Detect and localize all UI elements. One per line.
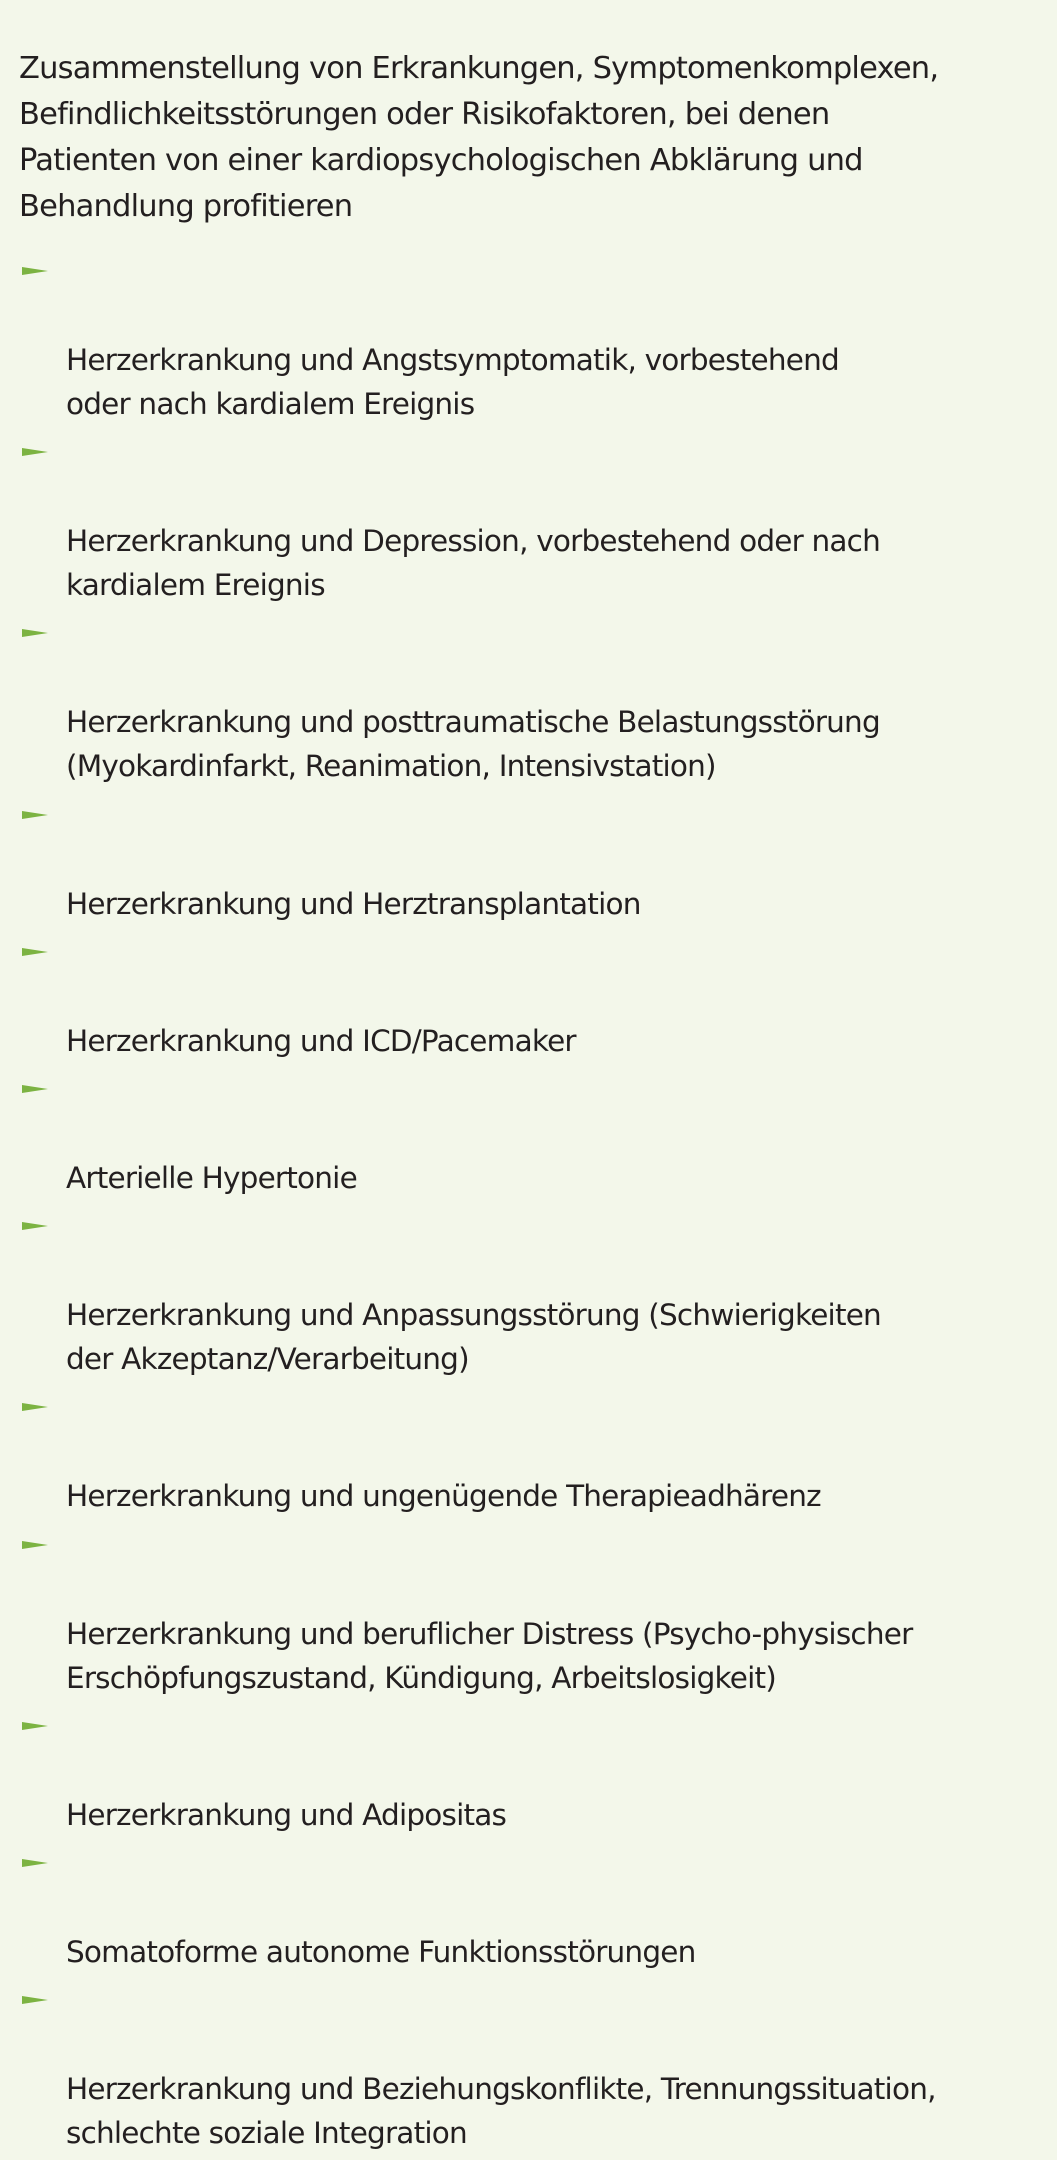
arrow-right-icon: [22, 1722, 48, 1730]
arrow-right-icon: [22, 811, 48, 819]
list-item: [0, 612, 1057, 788]
arrow-right-icon: [22, 1859, 48, 1867]
list-item: [0, 1842, 1057, 1974]
list-item-text: Herzerkrankung und posttraumatische Belastungsstörung (Myokardinfarkt, Reanimation, Intensivstation): [66, 705, 880, 784]
list-item: [0, 1979, 1057, 2155]
condition-list: [0, 250, 1057, 2160]
arrow-right-icon: [22, 629, 48, 637]
list-item: [0, 1524, 1057, 1700]
list-item: [0, 1705, 1057, 1837]
list-item: [0, 1386, 1057, 1518]
list-item-text: Herzerkrankung und Anpassungsstörung (Schwierigkeiten der Akzeptanz/Verarbeitung): [66, 1298, 881, 1377]
list-item: [0, 1205, 1057, 1381]
list-item-text: Herzerkrankung und ICD/Pacemaker: [66, 1023, 576, 1058]
arrow-right-icon: [22, 1541, 48, 1549]
list-item: [0, 794, 1057, 926]
arrow-right-icon: [22, 1403, 48, 1411]
list-item-text: Arterielle Hypertonie: [66, 1160, 357, 1195]
list-item: [0, 250, 1057, 426]
list-item-text: Herzerkrankung und Angstsymptomatik, vorbestehend oder nach kardialem Ereignis: [66, 343, 839, 421]
list-item-text: Herzerkrankung und ungenügende Therapieadhärenz: [66, 1479, 821, 1514]
list-item-text: Somatoforme autonome Funktionsstörungen: [66, 1934, 696, 1969]
arrow-right-icon: [22, 448, 48, 456]
arrow-right-icon: [22, 1085, 48, 1093]
list-item-text: Herzerkrankung und Herztransplantation: [66, 886, 641, 921]
arrow-right-icon: [22, 1222, 48, 1230]
list-item: [0, 1068, 1057, 1200]
list-item: [0, 431, 1057, 607]
list-item: [0, 931, 1057, 1063]
arrow-right-icon: [22, 1996, 48, 2004]
list-item-text: Herzerkrankung und Adipositas: [66, 1797, 507, 1832]
arrow-right-icon: [22, 948, 48, 956]
list-item-text: Herzerkrankung und Depression, vorbestehend oder nach kardialem Ereignis: [66, 524, 880, 603]
list-item-text: Herzerkrankung und beruflicher Distress (Psycho-physischer Erschöpfungszustand, Kündigung, Arbeitslosigkeit): [66, 1616, 913, 1695]
box-title: Zusammenstellung von Erkrankungen, Symptomenkomplexen, Befindlichkeitsstörungen oder Risikofaktoren, bei denen Patienten von einer kardiopsychologischen Abklärung und Behandlung profitieren: [19, 51, 939, 224]
list-item-text: Herzerkrankung und Beziehungskonflikte, Trennungssituation, schlechte soziale Integration: [66, 2072, 936, 2151]
arrow-right-icon: [22, 267, 48, 275]
